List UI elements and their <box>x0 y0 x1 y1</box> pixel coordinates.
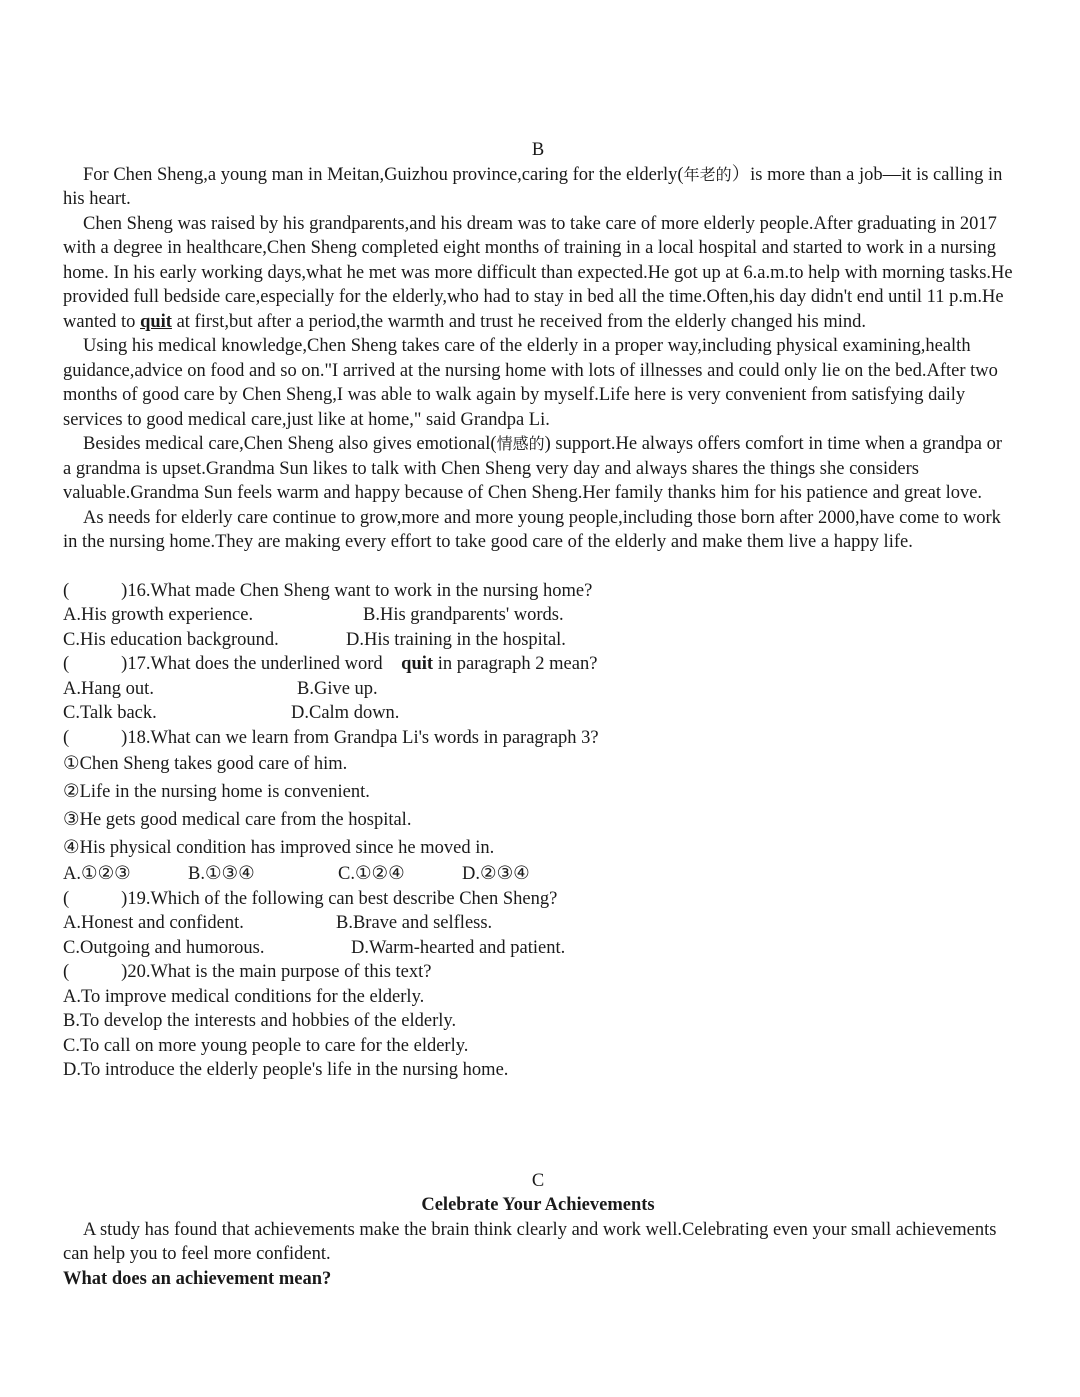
question-18-options <box>63 862 1013 887</box>
option-a: A.Honest and confident. <box>63 913 244 933</box>
question-20-option-d: D.To introduce the elderly people's life in the nursing home. <box>63 1060 509 1080</box>
option-d: D.Warm-hearted and patient. <box>351 937 566 958</box>
option-b: B.①③④ <box>188 864 255 884</box>
question-19-options-row-1 <box>63 911 1013 936</box>
underlined-word-quit: quit <box>140 311 172 332</box>
question-17: ( )17.What does the underlined word quit in paragraph 2 mean? <box>63 654 598 674</box>
question-18-statement-1: ①Chen Sheng takes good care of him. <box>63 754 348 774</box>
option-c: C.①②④ <box>338 864 405 884</box>
passage-b-paragraph-1: For Chen Sheng,a young man in Meitan,Guizhou province,caring for the elderly(年老的）is more than a job—it is calling in his heart. <box>63 164 1003 209</box>
question-20-option-c: C.To call on more young people to care for the elderly. <box>63 1035 469 1056</box>
passage-b-paragraph-4: Besides medical care,Chen Sheng also gives emotional(情感的) support.He always offers comfort in time when a grandpa or a grandma is upset.Grandma Sun likes to talk with Chen Sheng very day and always shares the things she considers valuable.Grandma Sun feels warm and happy because of Chen Sheng.Her family thanks him for his patience and great love. <box>63 434 1002 503</box>
question-19-options-row-2 <box>63 936 1013 961</box>
section-c-title: Celebrate Your Achievements <box>421 1195 655 1215</box>
option-d: D.②③④ <box>462 864 530 884</box>
question-16-options-row-1 <box>63 603 1013 628</box>
option-c: C.Outgoing and humorous. <box>63 937 265 958</box>
question-16-options-row-2 <box>63 628 1013 653</box>
option-d: D.His training in the hospital. <box>346 629 566 650</box>
question-17-options-row-2 <box>63 701 1013 726</box>
section-c-letter: C <box>531 1170 545 1191</box>
question-18-statement-4: ④His physical condition has improved since he moved in. <box>63 838 495 858</box>
option-a: A.His growth experience. <box>63 605 254 625</box>
question-19: ( )19.Which of the following can best describe Chen Sheng? <box>63 888 558 909</box>
question-18: ( )18.What can we learn from Grandpa Li's words in paragraph 3? <box>63 727 599 748</box>
passage-c-subheading: What does an achievement mean? <box>63 1268 332 1289</box>
section-b-letter: B <box>531 140 545 160</box>
question-20: ( )20.What is the main purpose of this text? <box>63 962 432 982</box>
option-b: B.Give up. <box>297 678 378 699</box>
passage-b-paragraph-3: Using his medical knowledge,Chen Sheng takes care of the elderly in a proper way,including physical examining,health guidance,advice on food and so on."I arrived at the nursing home with lots of illnesses and could only lie on the bed.After two months of good care by Chen Sheng,I was able to walk again by myself.Life here is very convenient from satisfying daily services to good medical care,just like at home," said Grandpa Li. <box>63 336 998 430</box>
option-d: D.Calm down. <box>291 703 400 723</box>
question-18-statement-2: ②Life in the nursing home is convenient. <box>63 782 370 802</box>
option-c: C.His education background. <box>63 629 279 650</box>
question-18-statement-3: ③He gets good medical care from the hospital. <box>63 810 412 830</box>
option-c: C.Talk back. <box>63 703 157 723</box>
passage-b-paragraph-5: As needs for elderly care continue to grow,more and more young people,including those born after 2000,have come to work in the nursing home.They are making every effort to take good care of the elderly and make them live a happy life. <box>63 507 1001 552</box>
question-20-option-a: A.To improve medical conditions for the elderly. <box>63 986 425 1007</box>
option-a: A.Hang out. <box>63 678 154 699</box>
passage-c-paragraph-1: A study has found that achievements make the brain think clearly and work well.Celebrating even your small achievements can help you to feel more confident. <box>63 1219 997 1264</box>
question-16: ( )16.What made Chen Sheng want to work in the nursing home? <box>63 580 593 601</box>
option-b: B.Brave and selfless. <box>336 913 493 933</box>
document-page <box>63 138 1013 1291</box>
question-17-options-row-1 <box>63 677 1013 702</box>
question-20-option-b: B.To develop the interests and hobbies of the elderly. <box>63 1011 457 1031</box>
passage-b-paragraph-2: Chen Sheng was raised by his grandparents,and his dream was to take care of more elderly people.After graduating in 2017 with a degree in healthcare,Chen Sheng completed eight months of training in a local hospital and started to work in a nursing home. In his early working days,what he met was more difficult than expected.He got up at 6.a.m.to help with morning tasks.He provided full bedside care,especially for the elderly,who had to stay in bed all the time.Often,his day didn't end until 11 p.m.He wanted to quit at first,but after a period,the warmth and trust he received from the elderly changed his mind. <box>63 213 1013 332</box>
option-b: B.His grandparents' words. <box>363 605 564 625</box>
question-17-keyword: quit <box>401 654 434 674</box>
option-a: A.①②③ <box>63 864 131 884</box>
